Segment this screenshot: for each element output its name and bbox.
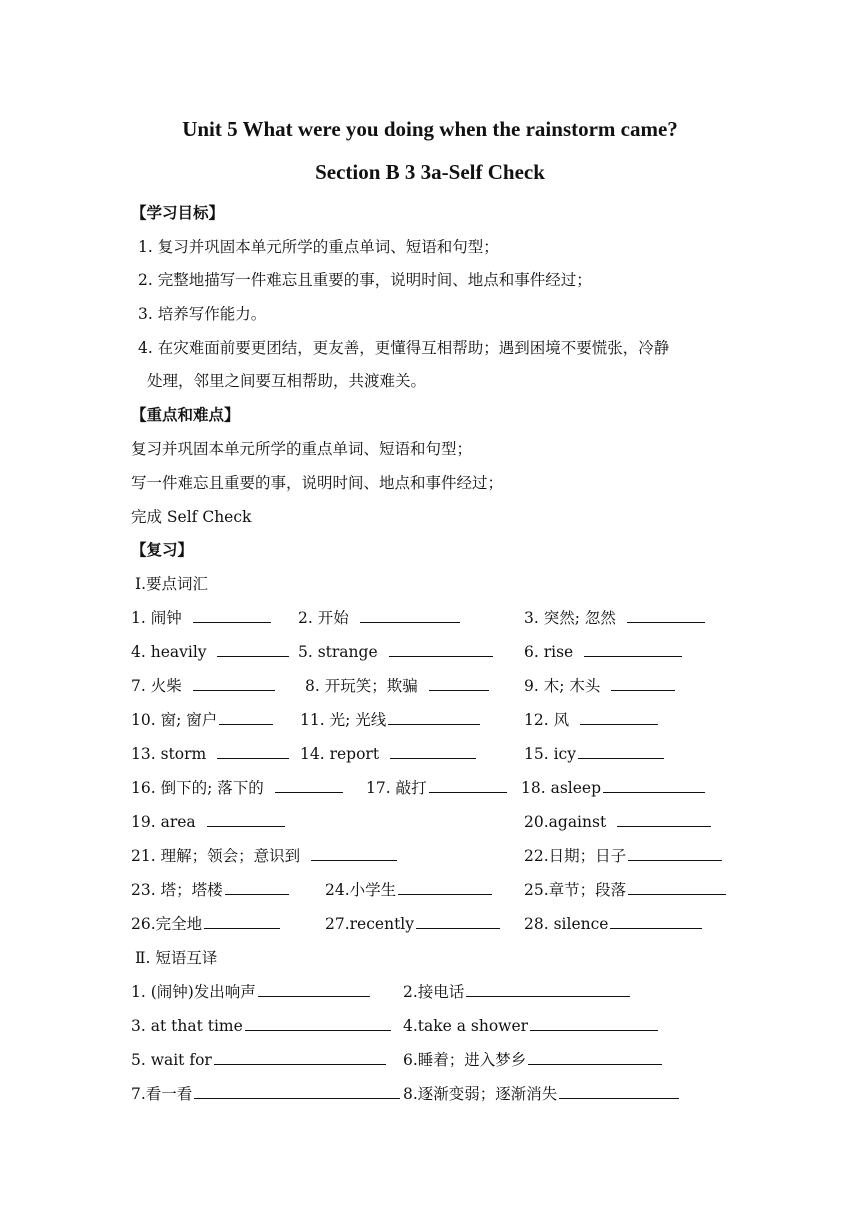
- vocab-item: 21. 理解；领会；意识到: [131, 846, 397, 866]
- vocab-item: 14. report: [300, 744, 476, 764]
- answer-blank[interactable]: [416, 914, 500, 929]
- goal-item: 2. 完整地描写一件难忘且重要的事，说明时间、地点和事件经过；: [138, 271, 592, 289]
- answer-blank[interactable]: [628, 846, 722, 861]
- vocab-item: 4. heavily: [131, 642, 289, 662]
- answer-blank[interactable]: [245, 1016, 391, 1031]
- key-point-line: 完成 Self Check: [131, 508, 252, 526]
- goal-item: 4. 在灾难面前要更团结，更友善，更懂得互相帮助；遇到困境不要慌张，冷静: [138, 339, 670, 357]
- goals-heading: 【学习目标】: [131, 203, 225, 222]
- vocab-item: 18. asleep: [521, 778, 705, 798]
- vocab-item: 9. 木; 木头: [524, 676, 675, 696]
- answer-blank[interactable]: [194, 1084, 400, 1099]
- goal-item: 3. 培养写作能力。: [138, 305, 267, 323]
- page-subtitle: Section B 3 3a-Self Check: [315, 160, 545, 184]
- vocab-item: 10. 窗; 窗户: [131, 710, 273, 730]
- answer-blank[interactable]: [217, 642, 289, 657]
- vocab-item: 17. 敲打: [366, 778, 507, 798]
- answer-blank[interactable]: [628, 880, 726, 895]
- answer-blank[interactable]: [193, 608, 271, 623]
- answer-blank[interactable]: [388, 710, 480, 725]
- vocab-item: 16. 倒下的; 落下的: [131, 778, 343, 798]
- phrase-item: 6.睡着；进入梦乡: [403, 1050, 662, 1070]
- answer-blank[interactable]: [311, 846, 397, 861]
- key-point-line: 写一件难忘且重要的事，说明时间、地点和事件经过；: [131, 474, 504, 492]
- answer-blank[interactable]: [530, 1016, 658, 1031]
- vocab-item: 1. 闹钟: [131, 608, 271, 628]
- vocab-item: 2. 开始: [298, 608, 460, 628]
- vocab-item: 24.小学生: [325, 880, 492, 900]
- vocab-heading: Ⅰ.要点词汇: [135, 575, 209, 593]
- phrase-item: 3. at that time: [131, 1016, 391, 1036]
- vocab-item: 11. 光; 光线: [300, 710, 480, 730]
- vocab-item: 19. area: [131, 812, 285, 832]
- answer-blank[interactable]: [389, 642, 493, 657]
- answer-blank[interactable]: [193, 676, 275, 691]
- answer-blank[interactable]: [360, 608, 460, 623]
- answer-blank[interactable]: [217, 744, 289, 759]
- page-title: Unit 5 What were you doing when the rainstorm came?: [182, 117, 678, 141]
- phrase-item: 8.逐渐变弱；逐渐消失: [403, 1084, 679, 1104]
- vocab-item: 20.against: [524, 812, 711, 832]
- answer-blank[interactable]: [610, 914, 702, 929]
- vocab-item: 8. 开玩笑；欺骗: [305, 676, 489, 696]
- answer-blank[interactable]: [204, 914, 280, 929]
- answer-blank[interactable]: [219, 710, 273, 725]
- answer-blank[interactable]: [603, 778, 705, 793]
- vocab-item: 5. strange: [298, 642, 493, 662]
- answer-blank[interactable]: [611, 676, 675, 691]
- answer-blank[interactable]: [275, 778, 343, 793]
- answer-blank[interactable]: [390, 744, 476, 759]
- answer-blank[interactable]: [429, 778, 507, 793]
- answer-blank[interactable]: [559, 1084, 679, 1099]
- vocab-item: 15. icy: [524, 744, 664, 764]
- phrase-heading: Ⅱ. 短语互译: [135, 949, 218, 967]
- answer-blank[interactable]: [466, 982, 630, 997]
- vocab-item: 12. 风: [524, 710, 658, 730]
- vocab-item: 26.完全地: [131, 914, 280, 934]
- vocab-item: 23. 塔；塔楼: [131, 880, 289, 900]
- phrase-item: 7.看一看: [131, 1084, 400, 1104]
- answer-blank[interactable]: [580, 710, 658, 725]
- phrase-item: 1. (闹钟)发出响声: [131, 982, 370, 1002]
- phrase-item: 2.接电话: [403, 982, 630, 1002]
- key-point-line: 复习并巩固本单元所学的重点单词、短语和句型；: [131, 440, 473, 458]
- vocab-item: 28. silence: [524, 914, 702, 934]
- vocab-item: 6. rise: [524, 642, 682, 662]
- review-heading: 【复习】: [131, 540, 194, 559]
- vocab-item: 3. 突然; 忽然: [524, 608, 705, 628]
- answer-blank[interactable]: [584, 642, 682, 657]
- phrase-item: 4.take a shower: [403, 1016, 658, 1036]
- key-points-heading: 【重点和难点】: [131, 405, 240, 424]
- vocab-item: 13. storm: [131, 744, 289, 764]
- goal-item-continuation: 处理，邻里之间要互相帮助，共渡难关。: [147, 372, 427, 390]
- vocab-item: 25.章节；段落: [524, 880, 726, 900]
- answer-blank[interactable]: [627, 608, 705, 623]
- answer-blank[interactable]: [214, 1050, 386, 1065]
- answer-blank[interactable]: [617, 812, 711, 827]
- answer-blank[interactable]: [429, 676, 489, 691]
- vocab-item: 7. 火柴: [131, 676, 275, 696]
- answer-blank[interactable]: [528, 1050, 662, 1065]
- phrase-item: 5. wait for: [131, 1050, 386, 1070]
- answer-blank[interactable]: [258, 982, 370, 997]
- answer-blank[interactable]: [207, 812, 285, 827]
- vocab-item: 27.recently: [325, 914, 500, 934]
- answer-blank[interactable]: [225, 880, 289, 895]
- vocab-item: 22.日期；日子: [524, 846, 722, 866]
- goal-item: 1. 复习并巩固本单元所学的重点单词、短语和句型；: [138, 238, 499, 256]
- answer-blank[interactable]: [578, 744, 664, 759]
- answer-blank[interactable]: [398, 880, 492, 895]
